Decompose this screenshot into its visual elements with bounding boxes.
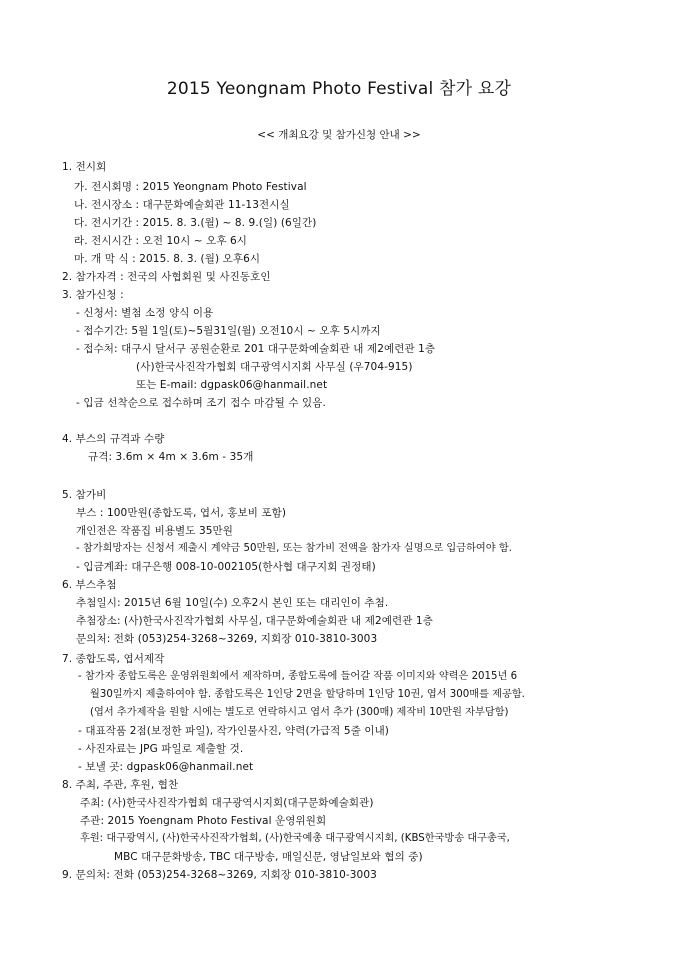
list-item: - 접수처: 대구시 달서구 공원순환로 201 대구문화예술회관 내 제2예련관 1층 bbox=[76, 343, 436, 355]
page-title: 2015 Yeongnam Photo Festival 참가 요강 bbox=[166, 79, 512, 99]
section-heading: 6. 부스추첨 bbox=[62, 579, 117, 591]
list-item: 가. 전시회명 : 2015 Yeongnam Photo Festival bbox=[74, 181, 307, 193]
list-item: 문의처: 전화 (053)254-3268~3269, 지회장 010-3810-3003 bbox=[76, 633, 378, 645]
list-item: - 입금계좌: 대구은행 008-10-002105(한사협 대구지회 권정태) bbox=[76, 561, 376, 573]
list-item: 월30일까지 제출하여야 함. 종합도록은 1인당 2면을 할당하며 1인당 10권, 엽서 300매를 제공함. bbox=[90, 689, 525, 700]
list-item: - 참가자 종합도록은 운영위원회에서 제작하며, 종합도록에 들어갈 작품 이미지와 약력은 2015년 6 bbox=[78, 671, 518, 682]
section-heading: 1. 전시회 bbox=[62, 161, 107, 173]
list-item: - 입금 선착순으로 접수하며 조기 접수 마감될 수 있음. bbox=[76, 397, 326, 409]
list-item: - 신청서: 별첨 소정 양식 이용 bbox=[76, 307, 214, 319]
list-item: (엽서 추가제작을 원할 시에는 별도로 연락하시고 엽서 추가 (300매) 제작비 10만원 자부담함) bbox=[90, 707, 509, 718]
section-heading: 2. 참가자격 : 전국의 사협회원 및 사진동호인 bbox=[62, 271, 271, 283]
list-item: 추첨일시: 2015년 6월 10일(수) 오후2시 본인 또는 대리인이 추첨. bbox=[76, 597, 389, 609]
list-item: 개인전은 작품집 비용별도 35만원 bbox=[76, 525, 234, 537]
list-item: 규격: 3.6m × 4m × 3.6m - 35개 bbox=[88, 451, 254, 463]
list-item: MBC 대구문화방송, TBC 대구방송, 매일신문, 영남일보와 협의 중) bbox=[114, 851, 423, 863]
list-item: 주최: (사)한국사진작가협회 대구광역시지회(대구문화예술회관) bbox=[80, 797, 374, 809]
list-item: 나. 전시장소 : 대구문화예술회관 11-13전시실 bbox=[74, 199, 290, 211]
section-heading: 4. 부스의 규격과 수량 bbox=[62, 433, 165, 445]
list-item: - 대표작품 2점(보정한 파일), 작가인물사진, 약력(가급적 5줄 이내) bbox=[78, 725, 390, 737]
section-heading: 9. 문의처: 전화 (053)254-3268~3269, 지회장 010-3810-3003 bbox=[62, 869, 377, 881]
list-item: 부스 : 100만원(종합도록, 엽서, 홍보비 포함) bbox=[76, 507, 287, 519]
section-heading: 5. 참가비 bbox=[62, 489, 107, 501]
list-item: 후원: 대구광역시, (사)한국사진작가협회, (사)한국예총 대구광역시지회, (KBS한국방송 대구총국, bbox=[80, 833, 510, 844]
list-item: - 접수기간: 5월 1일(토)~5월31일(월) 오전10시 ~ 오후 5시까지 bbox=[76, 325, 381, 337]
list-item: (사)한국사진작가협회 대구광역시지회 사무실 (우704-915) bbox=[136, 361, 413, 373]
section-heading: 8. 주최, 주관, 후원, 협찬 bbox=[62, 779, 179, 791]
section-heading: 3. 참가신청 : bbox=[62, 289, 124, 301]
list-item: - 사진자료는 JPG 파일로 제출할 것. bbox=[78, 743, 244, 755]
list-item: 추첨장소: (사)한국사진작가협회 사무실, 대구문화예술회관 내 제2예련관 1층 bbox=[76, 615, 433, 627]
list-item: 다. 전시기간 : 2015. 8. 3.(월) ~ 8. 9.(일) (6일간) bbox=[74, 217, 317, 229]
email-line: 또는 E-mail: dgpask06@hanmail.net bbox=[136, 379, 328, 391]
section-heading: 7. 종합도록, 엽서제작 bbox=[62, 653, 165, 665]
email-line: - 보낼 곳: dgpask06@hanmail.net bbox=[78, 761, 254, 773]
list-item: 주관: 2015 Yoengnam Photo Festival 운영위원회 bbox=[80, 815, 327, 827]
page-subtitle: << 개최요강 및 참가신청 안내 >> bbox=[257, 129, 421, 141]
list-item: 라. 전시시간 : 오전 10시 ~ 오후 6시 bbox=[74, 235, 248, 247]
list-item: - 참가희망자는 신청서 제출시 계약금 50만원, 또는 참가비 전액을 참가자 실명으로 입금하여야 함. bbox=[76, 543, 512, 554]
list-item: 마. 개 막 식 : 2015. 8. 3. (월) 오후6시 bbox=[74, 253, 261, 265]
